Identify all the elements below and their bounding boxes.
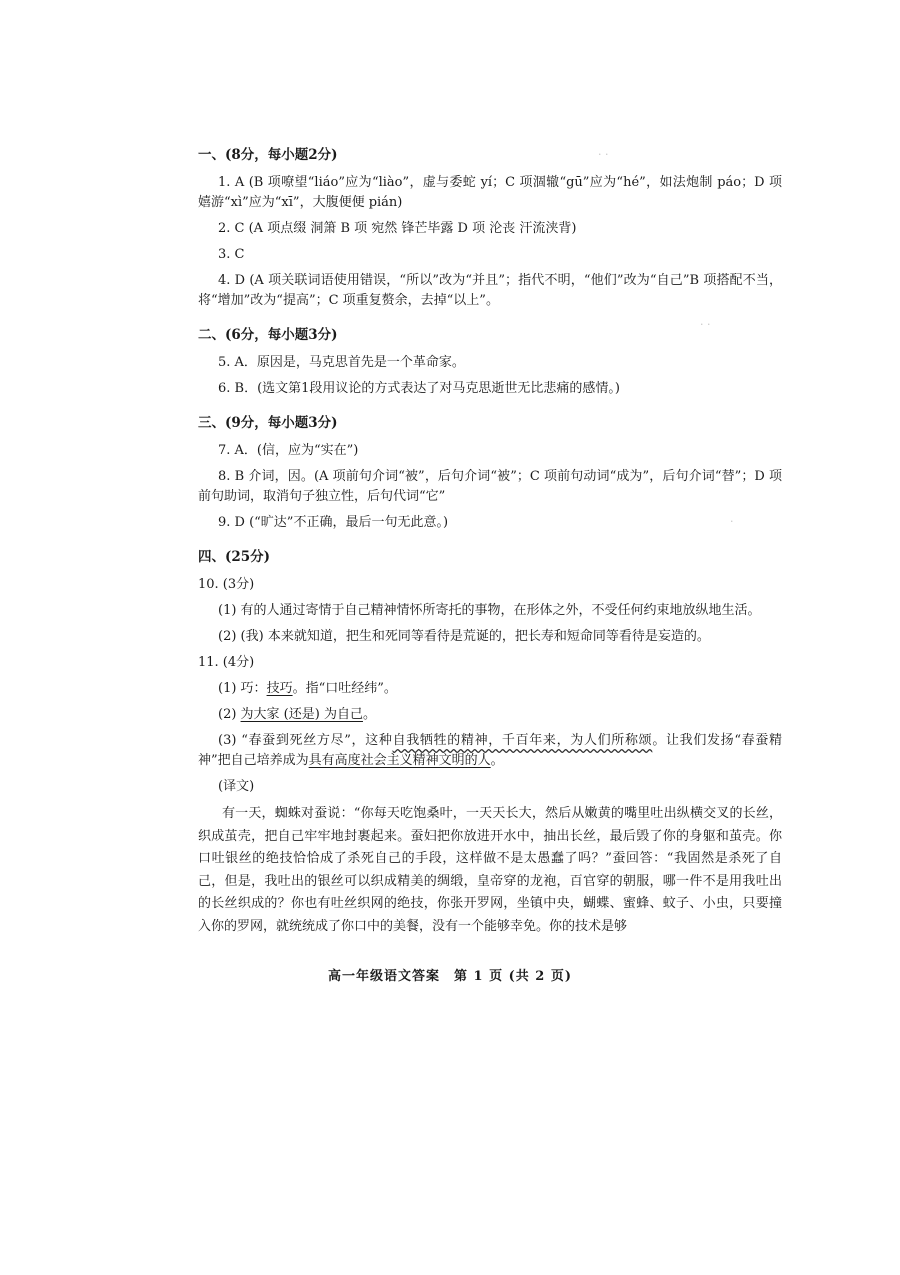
scan-smudge-1: · · bbox=[598, 148, 609, 161]
q11-part1-prefix: (1) 巧： bbox=[218, 681, 267, 696]
section-4-heading: 四、(25分) bbox=[198, 549, 271, 565]
scan-smudge-3: · bbox=[730, 515, 734, 528]
answer-q1: 1. A (B 项嘹望“liáo”应为“liào”，虚与委蛇 yí；C 项涸辙“gū”应为“hé”，如法炮制 páo；D 项嬉游“xì”应为“xī”，大腹便便 pián) bbox=[198, 175, 782, 210]
answer-q11-part3 bbox=[198, 731, 782, 771]
q11-part3-wavy-underline: 自我牺牲的精神，千百年来，为人们所称颂 bbox=[392, 733, 653, 748]
q11-part2-underlined: 为大家 (还是) 为自己 bbox=[240, 707, 363, 722]
section-2-heading: 二、(6分，每小题3分) bbox=[198, 327, 338, 343]
answer-q7: 7. A．(信，应为“实在”) bbox=[218, 443, 359, 458]
answer-q5: 5. A．原因是，马克思首先是一个革命家。 bbox=[218, 355, 465, 370]
q11-part3-c: 。让我们发扬“春蚕精神”把自己培养成为 bbox=[198, 733, 782, 768]
q11-part2-prefix: (2) bbox=[218, 707, 241, 722]
translation-text: 有一天，蜘蛛对蚕说：“你每天吃饱桑叶，一天天长大，然后从嫩黄的嘴里吐出纵横交叉的长丝，织成茧壳，把自己牢牢地封裹起来。蚕妇把你放进开水中，抽出长丝，最后毁了你的身躯和茧壳。你口吐银丝的绝技恰恰成了杀死自己的手段，这样做不是太愚蠢了吗？”蚕回答：“我固然是杀死了自己，但是，我吐出的银丝可以织成精美的绸缎，皇帝穿的龙袍，百官穿的朝服，哪一件不是用我吐出的长丝织成的？你也有吐丝织网的绝技，你张开罗网，坐镇中央，蝴蝶、蜜蜂、蚊子、小虫，只要撞入你的罗网，就统统成了你口中的美餐，没有一个能够幸免。你的技术是够 bbox=[198, 806, 782, 934]
answer-q11-label: 11. (4分) bbox=[198, 655, 255, 670]
q11-part1-underlined: 技巧 bbox=[266, 681, 293, 696]
answer-q2: 2. C (A 项点缀 洞箫 B 项 宛然 锋芒毕露 D 项 沦丧 汗流浃背) bbox=[218, 221, 577, 236]
answer-q10-label: 10. (3分) bbox=[198, 577, 255, 592]
section-1-heading: 一、(8分，每小题2分) bbox=[198, 147, 338, 163]
answer-q11-part1 bbox=[198, 679, 782, 699]
answer-q3: 3. C bbox=[218, 247, 245, 262]
page-footer: 高一年级语文答案 第 1 页 (共 2 页) bbox=[327, 969, 573, 984]
answer-q9: 9. D (“旷达”不正确，最后一句无此意。) bbox=[218, 515, 449, 530]
answer-q4: 4. D (A 项关联词语使用错误，“所以”改为“并且”；指代不明，“他们”改为“自己”B 项搭配不当，将“增加”改为“提高”；C 项重复赘余，去掉“以上”。 bbox=[198, 273, 782, 308]
answer-content bbox=[198, 145, 782, 938]
answer-q10-part1: (1) 有的人通过寄情于自己精神情怀所寄托的事物，在形体之外，不受任何约束地放纵地生活。 bbox=[218, 603, 761, 618]
translation-label: (译文) bbox=[218, 779, 255, 794]
q11-part3-e: 。 bbox=[490, 753, 504, 768]
section-3-heading: 三、(9分，每小题3分) bbox=[198, 415, 338, 431]
answer-q10-part2: (2) (我) 本来就知道，把生和死同等看待是荒诞的，把长寿和短命同等看待是妄造的。 bbox=[218, 629, 710, 644]
q11-part2-suffix: 。 bbox=[362, 707, 376, 722]
answer-q11-part2 bbox=[198, 705, 782, 725]
scan-smudge-2: · · bbox=[700, 318, 711, 331]
q11-part1-suffix: 。指“口吐经纬”。 bbox=[292, 681, 397, 696]
answer-q8: 8. B 介词，因。(A 项前句介词“被”，后句介词“被”；C 项前句动词“成为”，后句介词“替”；D 项前句助词，取消句子独立性，后句代词“它” bbox=[198, 469, 782, 504]
q11-part3-a: (3) “春蚕到死丝方尽”，这种 bbox=[218, 733, 393, 748]
answer-q6: 6. B．(选文第1段用议论的方式表达了对马克思逝世无比悲痛的感情。) bbox=[218, 381, 621, 396]
q11-part3-underlined: 具有高度社会主义精神文明的人 bbox=[308, 753, 491, 768]
